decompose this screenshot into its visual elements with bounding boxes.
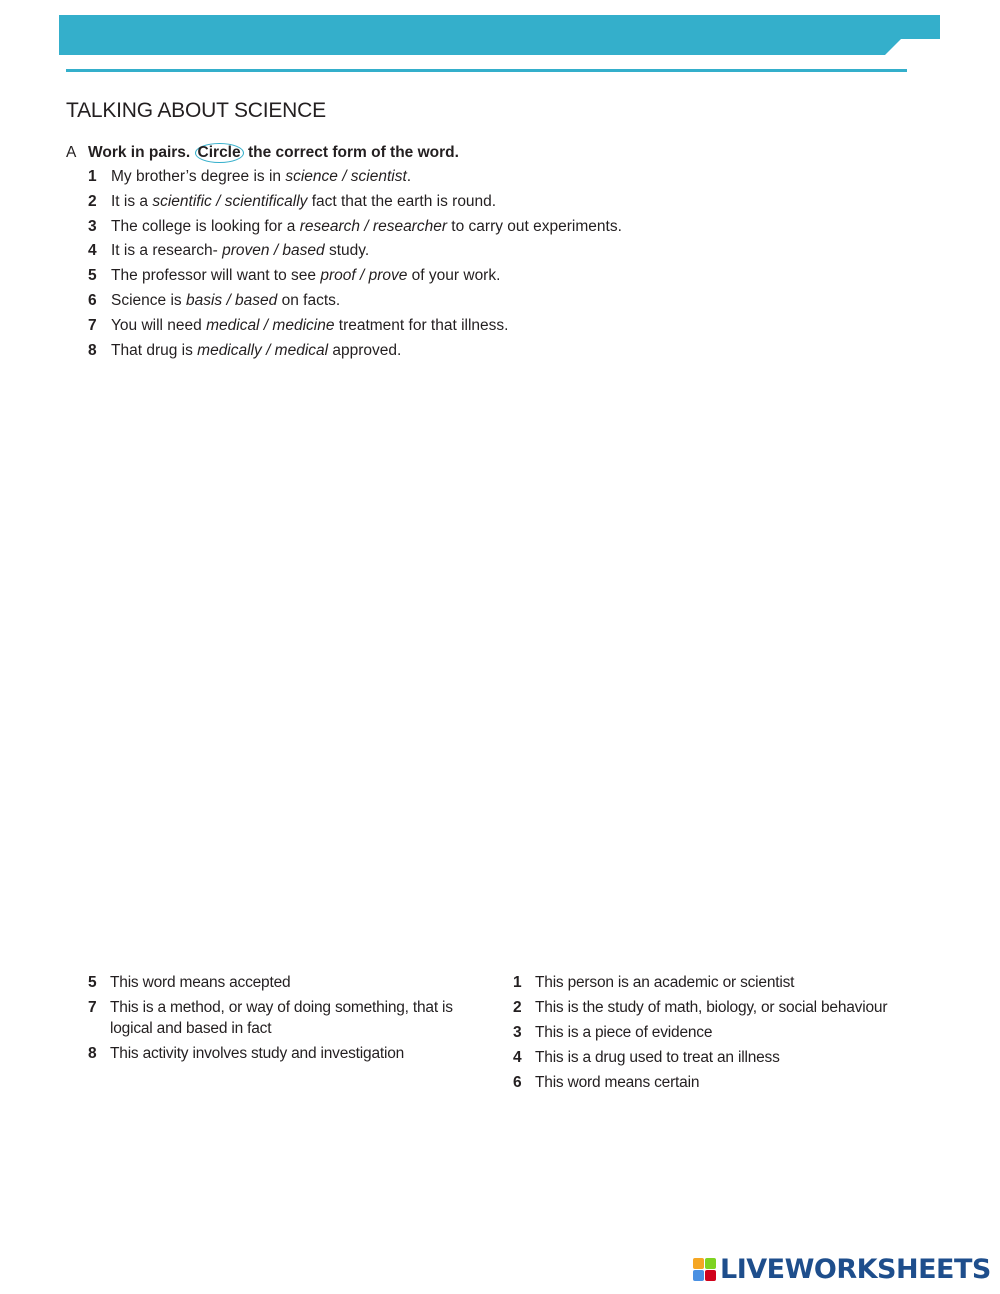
item-text: treatment for that illness. [334,316,509,334]
item-number: 7 [88,316,97,334]
word-options[interactable]: basis / based [185,291,278,309]
definition-text: This is a piece of evidence [535,1024,713,1041]
definition-text: This activity involves study and investigation [110,1045,405,1062]
word-options[interactable]: medical / medicine [206,316,335,334]
definition-number: 6 [513,1074,522,1091]
definition-item[interactable] [513,1047,933,1068]
word-options[interactable]: proof / prove [320,267,408,285]
definition-item[interactable] [513,1022,933,1043]
definition-number: 5 [88,974,97,991]
item-text: It is a research- [111,242,223,260]
definition-text: This is a drug used to treat an illness [535,1049,780,1066]
definition-item[interactable] [88,972,488,993]
liveworksheets-logo[interactable] [693,1254,991,1284]
exercise-a-instruction [66,143,459,163]
item-text: Science is [111,291,186,309]
item-number: 8 [88,341,97,359]
item-number: 5 [88,267,97,285]
header-rule [66,69,907,72]
definition-number: 7 [88,999,97,1016]
instruction-text: the correct form of the word. [247,144,459,161]
item-text: You will need [111,316,207,334]
item-number: 2 [88,192,97,210]
definition-text: This word means certain [535,1074,700,1091]
exercise-item [88,316,622,341]
exercise-a-list [88,167,622,365]
item-text: of your work. [407,267,501,285]
logo-mark-icon [693,1258,716,1281]
definition-number: 2 [513,999,522,1016]
exercise-item [88,167,622,192]
circled-word: Circle [195,143,244,163]
definition-item[interactable] [88,997,488,1039]
item-text: My brother’s degree is in [111,168,286,185]
definition-text: This is the study of math, biology, or social behaviour [535,999,888,1016]
word-options[interactable]: proven / based [222,242,325,260]
item-text: on facts. [277,291,341,309]
word-options[interactable]: scientific / scientifically [152,192,308,210]
item-number: 6 [88,291,97,309]
definition-number: 3 [513,1024,522,1041]
definition-text: This is a method, or way of doing something, that is logical and based in fact [110,999,453,1037]
exercise-item [88,217,622,242]
item-text: to carry out experiments. [447,217,622,235]
exercise-item [88,192,622,217]
definitions-right-column [513,972,933,1097]
word-options[interactable]: medically / medical [197,341,329,359]
definition-item[interactable] [513,1072,933,1093]
item-text: The professor will want to see [111,267,321,285]
definition-item[interactable] [513,997,933,1018]
item-text: That drug is [111,341,198,359]
logo-mark-tile [693,1258,704,1269]
definition-text: This word means accepted [110,974,291,991]
definition-item[interactable] [88,1043,488,1064]
logo-mark-tile [705,1258,716,1269]
exercise-item [88,241,622,266]
item-text: study. [324,242,370,260]
instruction-text: Work in pairs. [88,144,191,161]
item-number: 3 [88,217,97,235]
item-number: 4 [88,242,97,260]
exercise-item [88,341,622,366]
word-options[interactable]: science / scientist [285,168,407,185]
definition-number: 4 [513,1049,522,1066]
definition-item[interactable] [513,972,933,993]
definition-number: 1 [513,974,522,991]
definitions-left-column [88,972,488,1068]
header-bar [59,15,940,55]
item-text: approved. [328,341,402,359]
header-bar-notch [885,39,901,55]
logo-mark-tile [705,1270,716,1281]
item-text: It is a [111,192,153,210]
header-bar-notch-fill [901,39,940,55]
item-text: The college is looking for a [111,217,300,235]
definition-text: This person is an academic or scientist [535,974,795,991]
item-number: 1 [88,168,97,185]
logo-mark-tile [693,1270,704,1281]
section-title: TALKING ABOUT SCIENCE [66,99,326,122]
exercise-letter: A [66,144,77,161]
exercise-item [88,266,622,291]
logo-text: LIVEWORKSHEETS [720,1253,991,1285]
item-text: fact that the earth is round. [307,192,497,210]
exercise-item [88,291,622,316]
word-options[interactable]: research / researcher [299,217,447,235]
item-text: . [406,168,412,185]
definition-number: 8 [88,1045,97,1062]
